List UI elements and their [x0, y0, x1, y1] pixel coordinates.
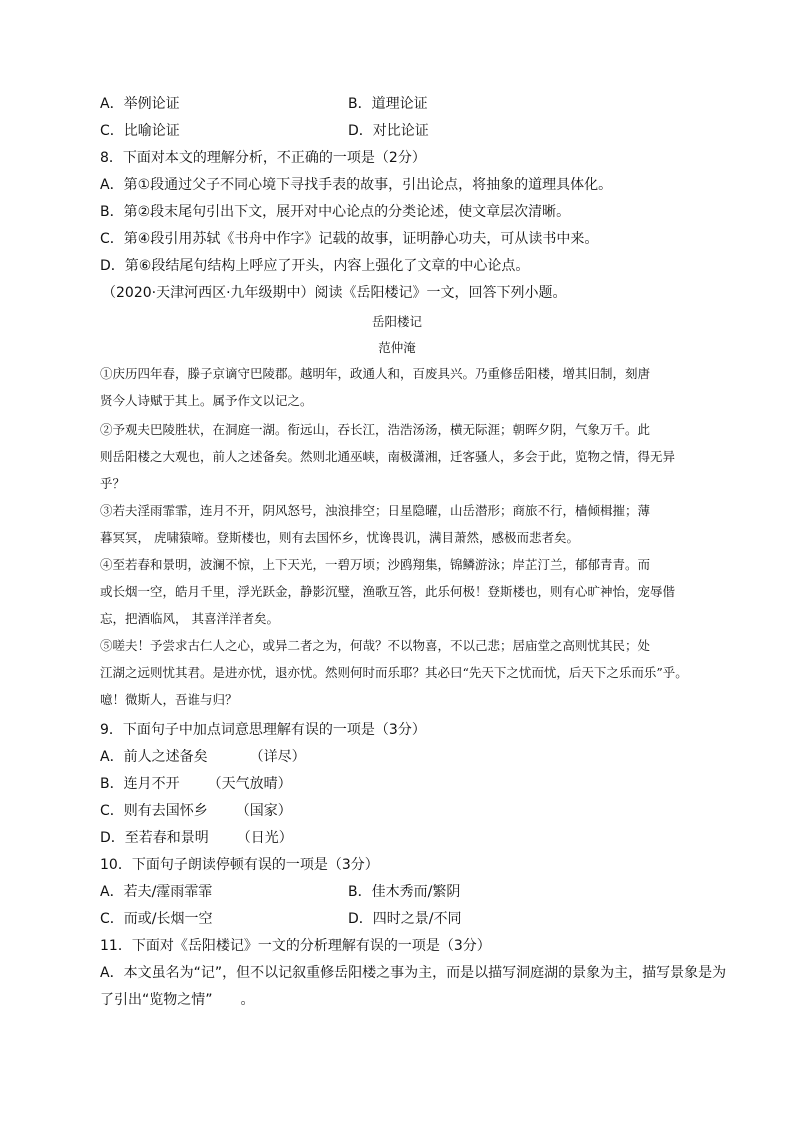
passage-line: 或长烟一空，皓月千里，浮光跃金，静影沉璧，渔歌互答，此乐何极！登斯楼也，则有心旷神怡，宠辱偕 — [100, 584, 676, 599]
q9-option-c-text: C．则有去国怀乡 — [100, 803, 208, 819]
q9-option-b-text: B．连月不开 — [100, 776, 180, 792]
q8-stem: 8．下面对本文的理解分析，不正确的一项是（2分） — [100, 150, 426, 166]
q9-option-a-note: （详尽） — [249, 749, 306, 765]
q10-option-b: B．佳木秀而/繁阴 — [348, 884, 461, 900]
q11-stem: 11．下面对《岳阳楼记》一文的分析理解有误的一项是（3分） — [100, 938, 491, 954]
passage-line: 贤今人诗赋于其上。属予作文以记之。 — [100, 393, 313, 408]
q10-option-c: C．而或/长烟一空 — [100, 911, 213, 927]
q9-option-c — [100, 802, 292, 820]
q7-option-d: D．对比论证 — [348, 123, 429, 139]
passage-line: ②予观夫巴陵胜状，在洞庭一湖。衔远山，吞长江，浩浩汤汤，横无际涯；朝晖夕阴，气象万千。此 — [100, 422, 651, 437]
passage-line: ③若夫淫雨霏霏，连月不开，阴风怒号，浊浪排空；日星隐曜，山岳潜形；商旅不行，樯倾楫摧；薄 — [100, 503, 651, 518]
q7-option-c: C．比喻论证 — [100, 123, 180, 139]
q9-option-b — [100, 775, 292, 793]
passage-line: 则岳阳楼之大观也，前人之述备矣。然则北通巫峡，南极潇湘，迁客骚人，多会于此，览物之情，得无异 — [100, 449, 676, 464]
q7-option-b: B．道理论证 — [348, 96, 428, 112]
q8-option-a: A．第①段通过父子不同心境下寻找手表的故事，引出论点，将抽象的道理具体化。 — [100, 177, 613, 193]
q9-option-a — [100, 748, 306, 766]
q8-option-d: D．第⑥段结尾句结构上呼应了开头，内容上强化了文章的中心论点。 — [100, 258, 530, 274]
q9-option-d — [100, 829, 293, 847]
passage-title: 岳阳楼记 — [371, 314, 422, 329]
q11-option-a-line2: 了引出“览物之情” 。 — [100, 992, 255, 1008]
q10-stem: 10．下面句子朗读停顿有误的一项是（3分） — [100, 857, 379, 873]
q8-option-b: B．第②段末尾句引出下文，展开对中心论点的分类论述，使文章层次清晰。 — [100, 204, 571, 220]
passage-line: 乎？ — [100, 476, 126, 491]
q10-option-d: D．四时之景/不同 — [348, 911, 462, 927]
passage-line: ④至若春和景明，波澜不惊，上下天光，一碧万顷；沙鸥翔集，锦鳞游泳；岸芷汀兰，郁郁青青。而 — [100, 557, 651, 572]
reading-intro: （2020·天津河西区·九年级期中）阅读《岳阳楼记》一文，回答下列小题。 — [102, 285, 567, 301]
passage-line: 忘，把酒临风， 其喜洋洋者矣。 — [100, 611, 279, 626]
q7-option-a: A．举例论证 — [100, 96, 180, 112]
q9-option-b-note: （天气放晴） — [207, 776, 292, 792]
q9-option-c-note: （国家） — [235, 803, 292, 819]
q9-option-a-text: A．前人之述备矣 — [100, 749, 208, 765]
passage-line: ⑤嗟夫！予尝求古仁人之心，或异二者之为，何哉？不以物喜，不以己悲；居庙堂之高则忧其民；处 — [100, 638, 651, 653]
passage-line: 暮冥冥， 虎啸猿啼。登斯楼也，则有去国怀乡，忧谗畏讥，满目萧然，感极而悲者矣。 — [100, 530, 579, 545]
q8-option-c: C．第④段引用苏轼《书舟中作字》记载的故事，证明静心功夫，可从读书中来。 — [100, 231, 599, 247]
q11-option-a-line1: A．本文虽名为“记”，但不以记叙重修岳阳楼之事为主，而是以描写洞庭湖的景象为主，描写景象是为 — [100, 965, 727, 981]
passage-line: ①庆历四年春，滕子京谪守巴陵郡。越明年，政通人和，百废具兴。乃重修岳阳楼，增其旧制，刻唐 — [100, 366, 651, 381]
q10-option-a: A．若夫/霪雨霏霏 — [100, 884, 213, 900]
q9-option-d-note: （日光） — [236, 830, 293, 846]
q9-option-d-text: D．至若春和景明 — [100, 830, 209, 846]
q9-stem: 9．下面句子中加点词意思理解有误的一项是（3分） — [100, 722, 426, 738]
passage-author: 范仲淹 — [378, 340, 416, 355]
passage-line: 江湖之远则忧其君。是进亦忧，退亦忧。然则何时而乐耶？其必曰“先天下之忧而忧，后天下之乐而乐”乎。 — [100, 665, 688, 680]
passage-line: 噫！微斯人，吾谁与归？ — [100, 692, 238, 707]
